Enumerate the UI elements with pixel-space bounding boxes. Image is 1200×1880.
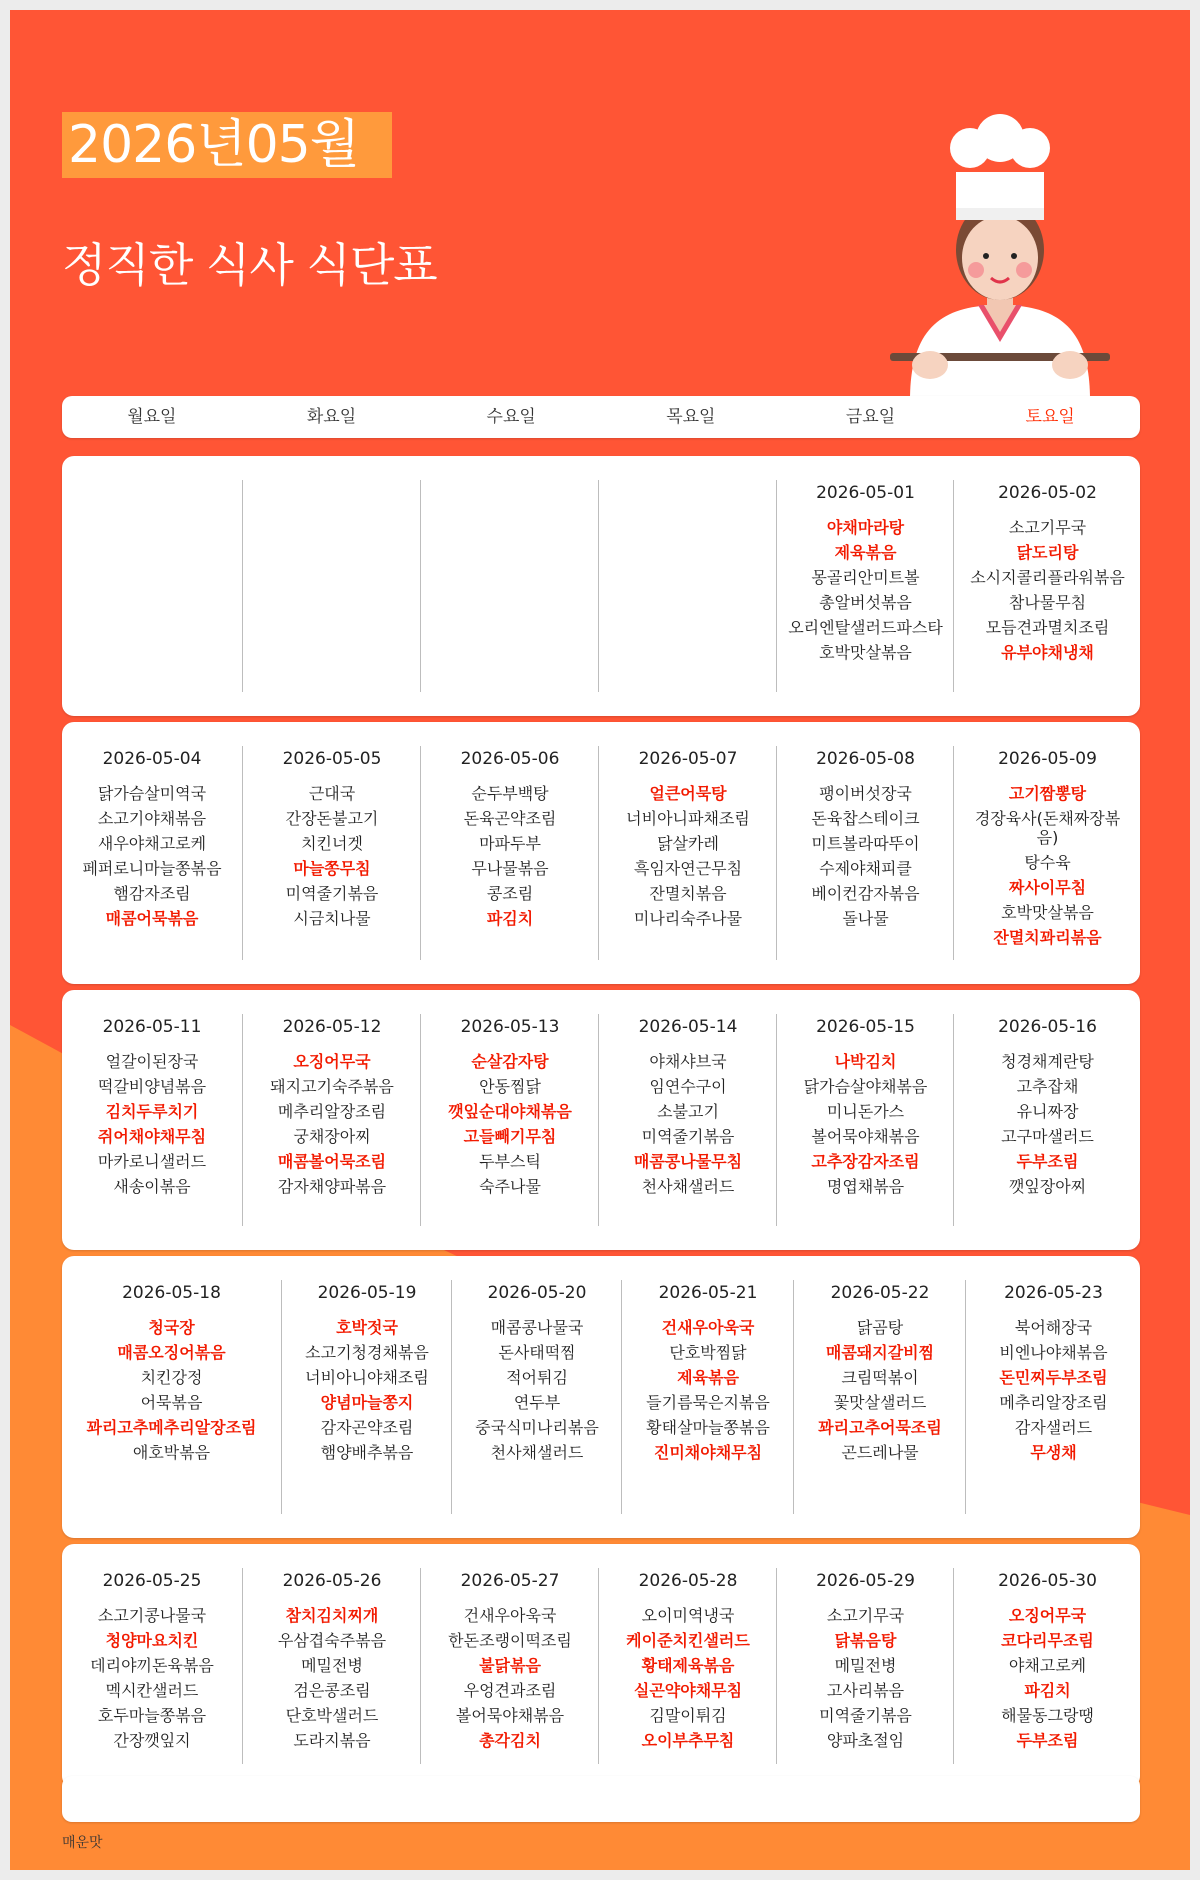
menu-item: 오이미역냉국 — [641, 1606, 735, 1625]
day-cell — [420, 480, 599, 692]
menu-list — [954, 784, 1141, 947]
week-row — [62, 1544, 1140, 1788]
day-date: 2026-05-11 — [102, 1017, 202, 1037]
menu-item: 단호박찜닭 — [669, 1343, 747, 1362]
menu-item-spicy: 쥐어채야채무침 — [97, 1127, 207, 1146]
menu-item: 메추리알장조림 — [999, 1393, 1108, 1412]
menu-item: 청경채계란탕 — [1001, 1052, 1094, 1071]
menu-item-spicy: 순살감자탕 — [471, 1052, 549, 1071]
menu-item: 데리야끼돈육볶음 — [90, 1656, 214, 1675]
menu-item-spicy: 깻잎순대야채볶음 — [448, 1102, 572, 1121]
menu-item: 베이컨감자볶음 — [811, 884, 920, 903]
menu-item-spicy: 꽈리고추메추리알장조림 — [86, 1418, 257, 1437]
menu-list — [452, 1318, 622, 1462]
menu-item-spicy: 황태제육볶음 — [641, 1656, 735, 1675]
day-date: 2026-05-30 — [998, 1571, 1097, 1591]
day-cell — [953, 1014, 1141, 1226]
menu-item: 새송이볶음 — [113, 1177, 191, 1196]
day-cell — [598, 1568, 777, 1764]
day-date: 2026-05-15 — [816, 1017, 915, 1037]
menu-item-spicy: 무생채 — [1030, 1443, 1077, 1462]
menu-item-spicy: 총각김치 — [479, 1731, 541, 1750]
menu-item: 총알버섯볶음 — [819, 593, 912, 612]
day-date: 2026-05-28 — [638, 1571, 738, 1591]
menu-item-spicy: 두부조림 — [1016, 1152, 1079, 1171]
month-title: 2026년05월 — [62, 112, 392, 178]
menu-item-spicy: 두부조림 — [1016, 1731, 1079, 1750]
menu-item: 검은콩조림 — [293, 1681, 371, 1700]
menu-item-spicy: 돈민찌두부조림 — [999, 1368, 1108, 1387]
menu-item: 페퍼로니마늘쫑볶음 — [82, 859, 222, 878]
menu-item: 얼갈이된장국 — [105, 1052, 199, 1071]
menu-item-spicy: 잔멸치꽈리볶음 — [993, 928, 1102, 947]
menu-list — [777, 1606, 954, 1750]
menu-item: 닭가슴살야채볶음 — [803, 1077, 928, 1096]
menu-item: 비엔나야채볶음 — [999, 1343, 1108, 1362]
day-date: 2026-05-22 — [830, 1283, 930, 1303]
day-date: 2026-05-08 — [816, 749, 915, 769]
menu-item-spicy: 파김치 — [486, 909, 534, 928]
menu-item: 두부스틱 — [479, 1152, 541, 1171]
menu-item: 건새우아욱국 — [463, 1606, 557, 1625]
menu-item: 해물동그랑땡 — [1001, 1706, 1094, 1725]
menu-item-spicy: 케이준치킨샐러드 — [626, 1631, 750, 1650]
menu-list — [599, 784, 777, 928]
menu-item: 닭살카레 — [657, 834, 719, 853]
day-date: 2026-05-09 — [998, 749, 1097, 769]
day-date: 2026-05-20 — [487, 1283, 587, 1303]
menu-item: 돈사태떡찜 — [498, 1343, 576, 1362]
menu-item-spicy: 코다리무조림 — [1001, 1631, 1094, 1650]
menu-item-spicy: 청국장 — [148, 1318, 195, 1337]
menu-item-spicy: 꽈리고추어묵조림 — [818, 1418, 942, 1437]
menu-item: 햄감자조림 — [113, 884, 191, 903]
menu-item: 호박맛살볶음 — [1001, 903, 1094, 922]
menu-item: 고사리볶음 — [826, 1681, 905, 1700]
menu-item: 너비아니야채조림 — [305, 1368, 429, 1387]
menu-item: 근대국 — [308, 784, 356, 803]
menu-list — [622, 1318, 794, 1462]
weekday-wed: 수요일 — [486, 407, 536, 427]
menu-item-spicy: 닭도리탕 — [1016, 543, 1079, 562]
menu-item: 숙주나물 — [479, 1177, 541, 1196]
menu-item-spicy: 제육볶음 — [834, 543, 897, 562]
menu-list — [777, 784, 954, 928]
menu-item: 멕시칸샐러드 — [105, 1681, 199, 1700]
menu-item: 돈육찹스테이크 — [811, 809, 920, 828]
menu-item-spicy: 양념마늘쫑지 — [320, 1393, 414, 1412]
day-date: 2026-05-04 — [102, 749, 202, 769]
menu-item: 메밀전병 — [834, 1656, 897, 1675]
menu-list — [243, 784, 421, 928]
menu-item: 연두부 — [513, 1393, 561, 1412]
menu-item: 천사채샐러드 — [641, 1177, 735, 1196]
menu-item: 고구마샐러드 — [1001, 1127, 1094, 1146]
menu-item: 오리엔탈샐러드파스타 — [788, 618, 943, 637]
day-date: 2026-05-05 — [282, 749, 382, 769]
day-cell — [242, 480, 421, 692]
menu-item: 소고기콩나물국 — [97, 1606, 207, 1625]
menu-item: 치킨강정 — [140, 1368, 203, 1387]
menu-item: 감자채양파볶음 — [277, 1177, 387, 1196]
menu-item: 마카로니샐러드 — [97, 1152, 207, 1171]
week-row — [62, 456, 1140, 716]
menu-item: 들기름묵은지볶음 — [646, 1393, 770, 1412]
menu-item-spicy: 고추장감자조림 — [811, 1152, 920, 1171]
menu-item: 애호박볶음 — [132, 1443, 211, 1462]
menu-item-spicy: 진미채야채무침 — [653, 1443, 763, 1462]
menu-item: 궁채장아찌 — [293, 1127, 371, 1146]
menu-item: 임연수구이 — [649, 1077, 727, 1096]
menu-item: 간장깻잎지 — [113, 1731, 191, 1750]
menu-item: 소고기무국 — [1008, 518, 1087, 537]
day-date: 2026-05-23 — [1004, 1283, 1103, 1303]
footer-box — [62, 1776, 1140, 1822]
menu-item: 새우야채고로케 — [97, 834, 207, 853]
menu-list — [954, 1606, 1141, 1750]
menu-item: 닭가슴살미역국 — [97, 784, 207, 803]
menu-item: 황태살마늘쫑볶음 — [646, 1418, 770, 1437]
day-date: 2026-05-26 — [282, 1571, 382, 1591]
menu-item: 우엉견과조림 — [463, 1681, 557, 1700]
day-cell — [598, 746, 777, 960]
menu-list — [599, 1052, 777, 1196]
menu-item: 미나리숙주나물 — [633, 909, 743, 928]
menu-item: 마파두부 — [479, 834, 541, 853]
day-date: 2026-05-14 — [638, 1017, 738, 1037]
day-date: 2026-05-16 — [998, 1017, 1097, 1037]
weekday-mon: 월요일 — [127, 407, 177, 427]
menu-item: 볼어묵야채볶음 — [455, 1706, 565, 1725]
menu-item-spicy: 참치김치찌개 — [285, 1606, 379, 1625]
menu-item: 참나물무침 — [1008, 593, 1087, 612]
weekday-fri: 금요일 — [845, 407, 896, 427]
day-cell — [598, 1014, 777, 1226]
week-row — [62, 722, 1140, 984]
menu-item: 미역줄기볶음 — [285, 884, 379, 903]
menu-item: 우삼겹숙주볶음 — [277, 1631, 387, 1650]
menu-item: 돈육곤약조림 — [463, 809, 557, 828]
menu-item: 천사채샐러드 — [490, 1443, 584, 1462]
day-date: 2026-05-02 — [998, 483, 1097, 503]
menu-item-spicy: 매콤어묵볶음 — [105, 909, 199, 928]
menu-item: 소고기야채볶음 — [97, 809, 207, 828]
menu-list — [421, 784, 599, 928]
menu-item: 너비아니파채조림 — [626, 809, 750, 828]
day-cell — [953, 1568, 1141, 1764]
menu-list — [794, 1318, 966, 1462]
menu-list — [777, 518, 954, 662]
menu-item-spicy: 짜사이무침 — [1008, 878, 1087, 897]
menu-item: 미니돈가스 — [826, 1102, 905, 1121]
menu-list — [62, 1318, 281, 1462]
day-cell — [62, 1014, 242, 1226]
day-cell — [420, 1014, 599, 1226]
menu-item: 시금치나물 — [293, 909, 371, 928]
menu-list — [777, 1052, 954, 1196]
menu-item: 소고기청경채볶음 — [305, 1343, 429, 1362]
menu-list — [243, 1606, 421, 1750]
menu-item-spicy: 매콤볼어묵조림 — [277, 1152, 387, 1171]
menu-item: 미역줄기볶음 — [819, 1706, 912, 1725]
menu-item: 떡갈비양념볶음 — [97, 1077, 207, 1096]
menu-item: 야채고로케 — [1008, 1656, 1087, 1675]
menu-list — [62, 1606, 242, 1750]
menu-item-spicy: 고들빼기무침 — [463, 1127, 557, 1146]
menu-list — [599, 1606, 777, 1750]
menu-item: 메추리알장조림 — [277, 1102, 387, 1121]
weekday-thu: 목요일 — [666, 407, 716, 427]
menu-item-spicy: 유부야채냉채 — [1001, 643, 1094, 662]
menu-list — [966, 1318, 1141, 1462]
menu-item: 적어튀김 — [506, 1368, 568, 1387]
day-cell — [420, 1568, 599, 1764]
menu-item: 소불고기 — [657, 1102, 719, 1121]
menu-item: 북어해장국 — [1014, 1318, 1093, 1337]
menu-item-spicy: 호박젓국 — [336, 1318, 398, 1337]
day-cell — [62, 1280, 281, 1514]
day-cell — [598, 480, 777, 692]
menu-item-spicy: 나박김치 — [834, 1052, 897, 1071]
menu-poster — [10, 10, 1190, 1870]
day-cell — [242, 1014, 421, 1226]
menu-item: 어묵볶음 — [140, 1393, 203, 1412]
day-date: 2026-05-19 — [317, 1283, 417, 1303]
menu-item-spicy: 제육볶음 — [677, 1368, 739, 1387]
menu-list — [62, 1052, 242, 1196]
day-cell — [62, 480, 242, 692]
menu-item-spicy: 마늘쫑무침 — [293, 859, 371, 878]
menu-item: 돼지고기숙주볶음 — [270, 1077, 394, 1096]
menu-item: 호박맛살볶음 — [819, 643, 912, 662]
menu-item: 호두마늘쫑볶음 — [97, 1706, 207, 1725]
menu-list — [954, 518, 1141, 662]
day-date: 2026-05-06 — [460, 749, 560, 769]
menu-item: 간장돈불고기 — [285, 809, 379, 828]
menu-item: 돌나물 — [842, 909, 889, 928]
menu-item-spicy: 매콤오징어볶음 — [117, 1343, 226, 1362]
menu-item-spicy: 오징어무국 — [293, 1052, 371, 1071]
day-date: 2026-05-29 — [816, 1571, 915, 1591]
day-cell — [451, 1280, 622, 1514]
menu-item: 잔멸치볶음 — [649, 884, 727, 903]
menu-item: 명엽채볶음 — [826, 1177, 905, 1196]
menu-item: 한돈조랭이떡조림 — [448, 1631, 572, 1650]
menu-item-spicy: 불닭볶음 — [479, 1656, 541, 1675]
menu-item: 콩조림 — [486, 884, 534, 903]
menu-item: 팽이버섯장국 — [819, 784, 912, 803]
menu-item: 모듬견과멸치조림 — [985, 618, 1110, 637]
menu-item: 볼어묵야채볶음 — [811, 1127, 920, 1146]
menu-item: 곤드레나물 — [841, 1443, 919, 1462]
menu-list — [62, 784, 242, 928]
day-date: 2026-05-18 — [122, 1283, 221, 1303]
day-date: 2026-05-21 — [658, 1283, 758, 1303]
menu-list — [421, 1052, 599, 1196]
menu-item: 치킨너겟 — [301, 834, 363, 853]
menu-item: 햄양배추볶음 — [320, 1443, 414, 1462]
menu-item: 무나물볶음 — [471, 859, 549, 878]
menu-item: 안동찜닭 — [479, 1077, 541, 1096]
menu-item: 김말이튀김 — [649, 1706, 727, 1725]
day-cell — [953, 746, 1141, 960]
menu-item-spicy: 김치두루치기 — [105, 1102, 199, 1121]
menu-item-spicy: 고기짬뽕탕 — [1008, 784, 1087, 803]
day-cell — [776, 1568, 954, 1764]
day-cell — [242, 1568, 421, 1764]
day-date: 2026-05-01 — [816, 483, 915, 503]
weekday-sat: 토요일 — [1025, 407, 1075, 427]
day-date: 2026-05-07 — [638, 749, 738, 769]
day-cell — [242, 746, 421, 960]
day-cell — [420, 746, 599, 960]
menu-item: 흑임자연근무침 — [633, 859, 743, 878]
menu-item-spicy: 실곤약야채무침 — [633, 1681, 743, 1700]
spicy-legend: 매운맛 — [62, 1835, 103, 1851]
menu-item: 소고기무국 — [826, 1606, 905, 1625]
menu-item: 수제야채피클 — [819, 859, 912, 878]
menu-item: 닭곰탕 — [856, 1318, 904, 1337]
menu-list — [421, 1606, 599, 1750]
menu-item-spicy: 청양마요치킨 — [105, 1631, 199, 1650]
week-row — [62, 990, 1140, 1250]
day-cell — [965, 1280, 1141, 1514]
menu-item-spicy: 오이부추무침 — [641, 1731, 735, 1750]
menu-item-spicy: 파김치 — [1024, 1681, 1071, 1700]
chef-illustration-icon — [890, 110, 1110, 410]
menu-item: 경장육사(돈채짜장볶음) — [974, 809, 1121, 847]
day-cell — [776, 1014, 954, 1226]
menu-item-spicy: 야채마라탕 — [826, 518, 905, 537]
menu-item: 탕수육 — [1024, 853, 1071, 872]
day-cell — [793, 1280, 966, 1514]
menu-item: 중국식미나리볶음 — [475, 1418, 599, 1437]
menu-item: 감자샐러드 — [1014, 1418, 1093, 1437]
day-cell — [953, 480, 1141, 692]
menu-item: 순두부백탕 — [471, 784, 549, 803]
menu-item: 미역줄기볶음 — [641, 1127, 735, 1146]
weekday-tue: 화요일 — [306, 407, 357, 427]
menu-item-spicy: 오징어무국 — [1008, 1606, 1087, 1625]
menu-item: 야채샤브국 — [649, 1052, 727, 1071]
menu-item: 소시지콜리플라워볶음 — [970, 568, 1125, 587]
week-row — [62, 1256, 1140, 1538]
day-date: 2026-05-25 — [102, 1571, 202, 1591]
menu-item-spicy: 건새우아욱국 — [661, 1318, 755, 1337]
menu-item: 고추잡채 — [1016, 1077, 1079, 1096]
day-cell — [62, 1568, 242, 1764]
day-cell — [62, 746, 242, 960]
menu-item: 양파초절임 — [826, 1731, 905, 1750]
menu-item: 크림떡볶이 — [841, 1368, 919, 1387]
day-cell — [776, 746, 954, 960]
menu-list — [282, 1318, 452, 1462]
day-date: 2026-05-13 — [460, 1017, 560, 1037]
menu-item: 단호박샐러드 — [285, 1706, 379, 1725]
weekday-header — [62, 396, 1140, 438]
menu-item: 미트볼라따뚜이 — [811, 834, 920, 853]
menu-item: 깻잎장아찌 — [1008, 1177, 1087, 1196]
day-cell — [621, 1280, 794, 1514]
menu-item-spicy: 닭볶음탕 — [834, 1631, 897, 1650]
menu-item-spicy: 매콤콩나물무침 — [633, 1152, 743, 1171]
menu-item: 꽃맛살샐러드 — [833, 1393, 927, 1412]
menu-list — [243, 1052, 421, 1196]
menu-item-spicy: 얼큰어묵탕 — [649, 784, 727, 803]
menu-item-spicy: 매콤돼지갈비찜 — [825, 1343, 935, 1362]
menu-item: 몽골리안미트볼 — [811, 568, 920, 587]
page-title: 정직한 식사 식단표 — [62, 238, 437, 292]
menu-item: 도라지볶음 — [293, 1731, 371, 1750]
day-date: 2026-05-27 — [460, 1571, 560, 1591]
menu-item: 매콤콩나물국 — [490, 1318, 584, 1337]
menu-list — [954, 1052, 1141, 1196]
day-cell — [281, 1280, 452, 1514]
day-cell — [776, 480, 954, 692]
menu-item: 감자곤약조림 — [320, 1418, 414, 1437]
day-date: 2026-05-12 — [282, 1017, 382, 1037]
menu-item: 메밀전병 — [301, 1656, 363, 1675]
menu-item: 유니짜장 — [1016, 1102, 1079, 1121]
